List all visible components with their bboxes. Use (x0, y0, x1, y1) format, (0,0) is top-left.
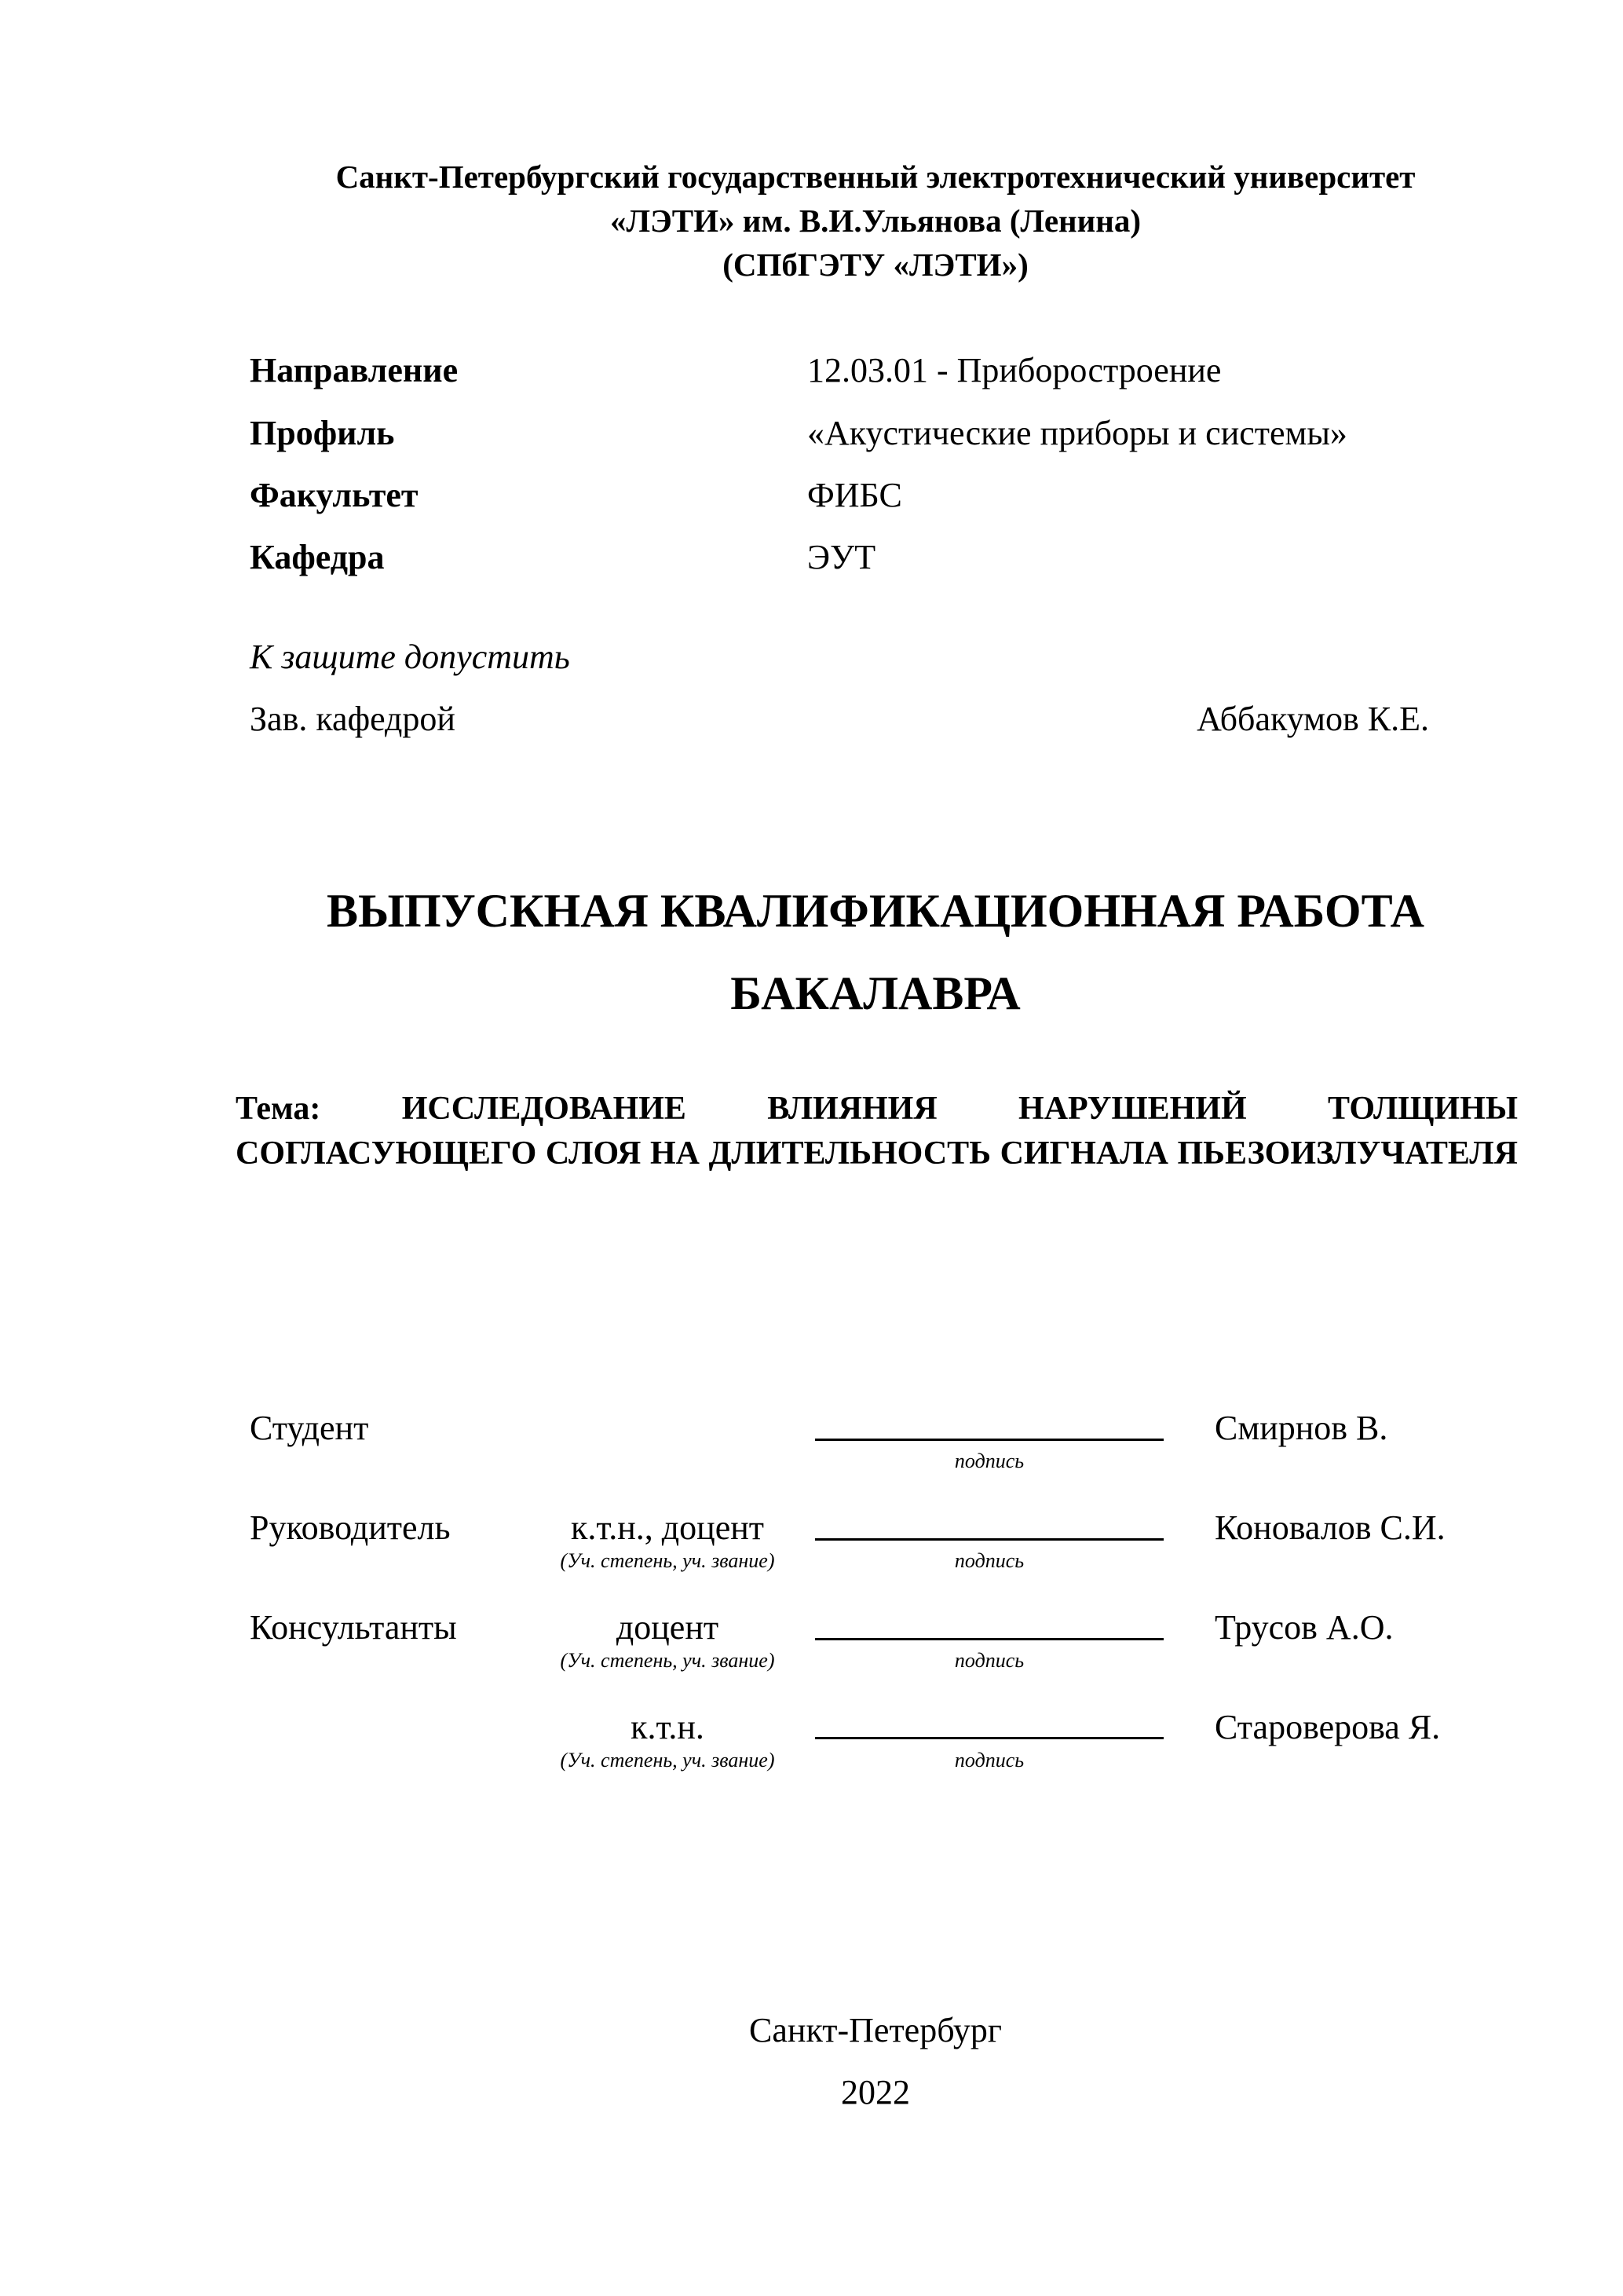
info-value-department: ЭУТ (807, 538, 876, 576)
info-label-faculty: Факультет (250, 476, 419, 514)
info-value-direction: 12.03.01 - Приборостроение (807, 351, 1222, 389)
name-student: Смирнов В. (1215, 1409, 1388, 1447)
signature-line (815, 1638, 1164, 1640)
info-value-faculty: ФИБС (807, 476, 902, 514)
signature-caption: подпись (954, 1749, 1025, 1771)
admit-to-defense: К защите допустить (250, 638, 570, 676)
info-label-direction: Направление (250, 351, 459, 389)
info-label-department: Кафедра (250, 538, 385, 576)
university-name-line2: «ЛЭТИ» им. В.И.Ульянова (Ленина) (609, 203, 1142, 239)
signature-caption: подпись (954, 1649, 1025, 1672)
city: Санкт-Петербург (749, 2011, 1002, 2049)
signature-line (815, 1439, 1164, 1441)
info-label-profile: Профиль (250, 414, 395, 452)
signature-line (815, 1737, 1164, 1739)
degree-caption: (Уч. степень, уч. звание) (560, 1749, 775, 1771)
degree-caption: (Уч. степень, уч. звание) (560, 1549, 775, 1572)
info-value-profile: «Акустические приборы и системы» (807, 414, 1347, 452)
signature-line (815, 1538, 1164, 1541)
role-consultants: Консультанты (250, 1608, 457, 1647)
role-student: Студент (250, 1409, 369, 1447)
topic-text: ИССЛЕДОВАНИЕ ВЛИЯНИЯ НАРУШЕНИЙ ТОЛЩИНЫ СОГЛАСУЮЩЕГО СЛОЯ НА ДЛИТЕЛЬНОСТЬ СИГНАЛА ПЬЕЗОИЗЛУЧАТЕЛЯ (236, 1091, 1518, 1172)
degree-caption: (Уч. степень, уч. звание) (560, 1649, 775, 1672)
role-supervisor: Руководитель (250, 1508, 451, 1547)
signature-caption: подпись (954, 1450, 1025, 1472)
degree-consultant-2: к.т.н. (631, 1708, 704, 1746)
thesis-topic (236, 1087, 1518, 1176)
topic-label: Тема: (236, 1091, 321, 1127)
degree-consultant-1: доцент (616, 1608, 719, 1647)
name-supervisor: Коновалов С.И. (1215, 1508, 1446, 1547)
document-title-line2: БАКАЛАВРА (730, 967, 1021, 1019)
degree-supervisor: к.т.н., доцент (570, 1508, 765, 1547)
name-consultant-1: Трусов А.О. (1215, 1608, 1394, 1647)
year: 2022 (841, 2073, 910, 2111)
university-abbreviation: (СПбГЭТУ «ЛЭТИ») (722, 247, 1029, 283)
head-of-department-name: Аббакумов К.Е. (1197, 700, 1429, 738)
head-of-department-label: Зав. кафедрой (250, 700, 455, 738)
document-title: ВЫПУСКНАЯ КВАЛИФИКАЦИОННАЯ РАБОТА (327, 885, 1424, 937)
university-name: Санкт-Петербургский государственный электротехнический университет (335, 159, 1416, 195)
signature-caption: подпись (954, 1549, 1025, 1572)
name-consultant-2: Староверова Я. (1215, 1708, 1441, 1746)
